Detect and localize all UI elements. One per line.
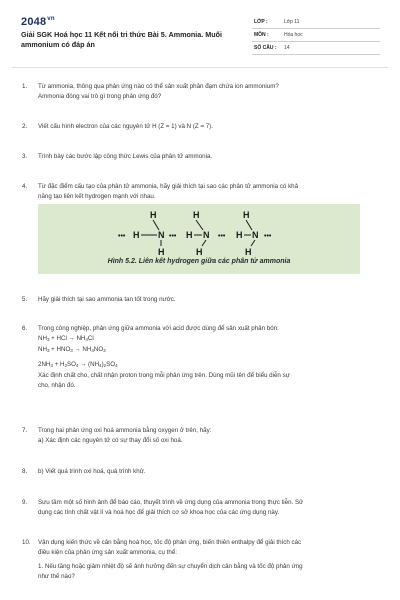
brand-logo[interactable] (21, 16, 55, 28)
atom-h: H (186, 230, 193, 240)
ammonia-hbond-diagram (38, 204, 360, 258)
figure-hydrogen-bond (38, 204, 360, 274)
atom-n: N (252, 230, 259, 240)
question-number: 9. (22, 499, 28, 506)
atom-h: H (133, 230, 140, 240)
question-text: cho, nhận đó. (38, 382, 76, 389)
question-text: Từ đặc điểm cấu tạo của phân tử ammonia, hãy giải thích tại sao các phân tử ammonia có khả (38, 183, 299, 190)
hbond-dots: ••• (169, 233, 177, 240)
question-text: Trong hai phản ứng oxi hoá ammonia bằng oxygen ở trên, hãy: (38, 427, 212, 434)
question-text: Từ ammonia, thông qua phản ứng nào có thể sản xuất phân đạm chứa ion ammonium? (38, 83, 279, 90)
meta-table (252, 16, 380, 55)
meta-row-count (252, 42, 380, 55)
meta-label: MÔN : (254, 32, 269, 38)
question-subtext: 1. Nếu tăng hoặc giảm nhiệt độ sẽ ảnh hưởng đến sự chuyển dịch cân bằng và tốc độ phản ứng (38, 563, 303, 570)
question-number: 8. (22, 468, 28, 475)
page-title: Giải SGK Hoá học 11 Kết nối tri thức Bài 5. Ammonia. Muối ammonium có đáp án (21, 30, 223, 49)
question-text: a) Xác định các nguyên tử có sự thay đổi số oxi hoá. (38, 437, 183, 444)
equation-1: $NH_3$ + HCl → $NH_4Cl$ (38, 335, 94, 342)
question-text: Hãy giải thích tại sao ammonia tan tốt trong nước. (38, 296, 176, 303)
atom-n: N (158, 230, 165, 240)
atom-h: H (243, 210, 250, 220)
atom-h: H (193, 210, 200, 220)
meta-value: 14 (284, 45, 290, 51)
header-divider (12, 67, 388, 68)
question-text: dụng các tính chất vật lí và hoá học để giải thích cơ sở khoa học của các ứng dụng này. (38, 509, 280, 516)
hbond-dots: ••• (218, 233, 226, 240)
meta-row-grade (252, 16, 380, 29)
equation-3: $2NH_3 + H_2SO_4 \to (NH_4)_2SO_4$ (38, 361, 118, 368)
question-subtext: như thế nào? (38, 573, 75, 580)
question-text: Sưu tầm một số hình ảnh để báo cáo, thuyết trình về ứng dụng của ammonia trong thực tiễn. Sử (38, 499, 304, 506)
question-number: 10. (22, 539, 31, 546)
hbond-dots: ••• (264, 233, 272, 240)
equation-2: $NH_3 + HNO_3 \to NH_4NO_3$ (38, 346, 106, 353)
question-number: 2. (22, 123, 28, 130)
question-text: Trình bày các bước lập công thức Lewis của phân tử ammonia. (38, 153, 213, 160)
question-text: Viết cấu hình electron của các nguyên tử H (Z = 1) và N (Z = 7). (38, 123, 213, 130)
question-text: Vận dụng kiến thức về cân bằng hoá học, tốc độ phản ứng, biến thiên enthalpy để giải thích các (38, 539, 302, 546)
atom-n: N (203, 230, 210, 240)
atom-h: H (236, 230, 243, 240)
meta-label: LỚP : (254, 19, 268, 25)
figure-caption: Hình 5.2. Liên kết hydrogen giữa các phân tử ammonia (107, 258, 291, 265)
meta-row-subject (252, 29, 380, 42)
meta-value: Lớp 11 (284, 19, 300, 25)
question-number: 6. (22, 325, 28, 332)
meta-label: SỐ CÂU : (254, 45, 277, 51)
brand-suffix: vn (47, 16, 55, 23)
brand-name: 2048 (21, 16, 47, 28)
question-text: Ammonia đóng vai trò gì trong phản ứng đó? (38, 93, 162, 100)
question-number: 4. (22, 183, 28, 190)
question-text: b) Viết quá trình oxi hoá, quá trình khử. (38, 468, 146, 475)
hbond-dots: ••• (118, 233, 126, 240)
atom-h: H (245, 247, 252, 257)
question-number: 7. (22, 427, 28, 434)
question-number: 5. (22, 296, 28, 303)
question-text: Trong công nghiệp, phản ứng giữa ammonia với acid được dùng để sản xuất phân bón: (38, 325, 279, 332)
atom-h: H (158, 247, 165, 257)
question-text: Xác định chất cho, chất nhận proton trong mỗi phản ứng trên. Dùng mũi tên để biểu diễn sự (38, 372, 290, 379)
meta-value: Hóa học (284, 32, 303, 38)
question-number: 3. (22, 153, 28, 160)
question-number: 1. (22, 83, 28, 90)
question-text: điều kiện của phản ứng sản xuất ammonia, cụ thể: (38, 549, 177, 556)
question-text: năng tạo liên kết hydrogen mạnh với nhau. (38, 193, 156, 200)
document-header (0, 0, 400, 62)
atom-h: H (196, 247, 203, 257)
atom-h: H (150, 210, 157, 220)
